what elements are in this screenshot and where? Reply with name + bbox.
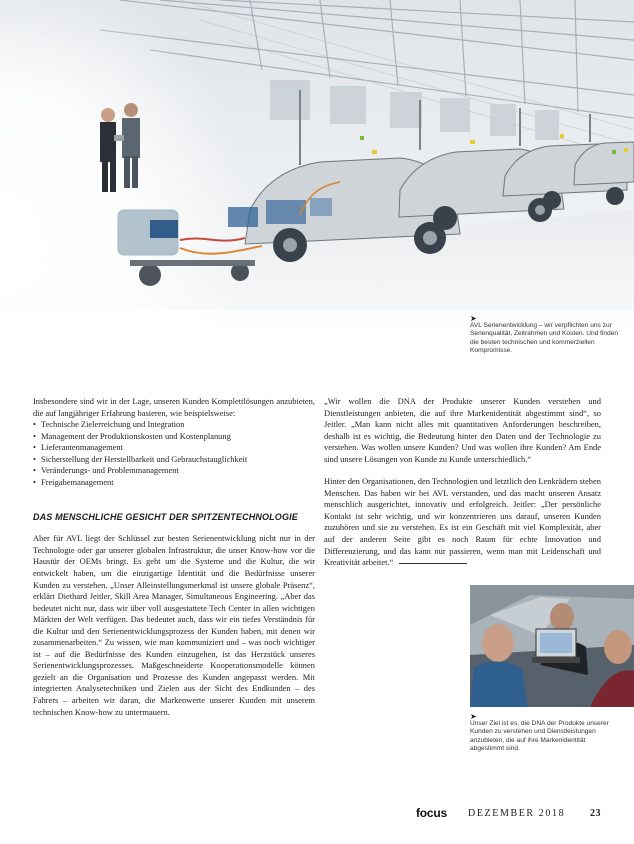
solutions-list: [33, 419, 315, 488]
list-item: • Veränderungs- und Problemmanagement: [33, 465, 315, 477]
end-rule: [399, 563, 467, 564]
closing-paragraph: Hinter den Organisationen, den Technologien und letztlich den Lenkrädern stehen Menschen. Das haben wir bei AVL verstanden, und das macht unseren Ansatz menschlich ausgerichtet, innovativ und erfolgreich. Jeitler: „Der persönliche Kontakt ist sehr wichtig, und wir konzentrieren uns darauf, unseren Kunden zuzuhören und sie zu verstehen. Es ist ein Geschäft mit viel Komplexität, aber auf der anderen Seite gibt es noch Raum für echte Innovation und Differenzierung, und das kann nur passieren, wenn man mit Leidenschaft und Kreativität arbeitet.“: [324, 476, 601, 568]
issue-date: DEZEMBER 2018: [468, 808, 566, 819]
hero-caption: AVL Serienentwicklung – wir verpflichten uns zur Serienqualität, Zeitrahmen und Kosten. Und finden die besten technischen und kommerziellen Kompromisse.: [470, 322, 619, 355]
left-column: [33, 396, 315, 718]
quote-paragraph: „Wir wollen die DNA der Produkte unserer Kunden verstehen und Dienstleistungen anbieten, die auf ihre Markenidentität abgestimmt sind“, so Jeitler. „Man kann nicht alles mit quantitativen Anforderungen beschreiben, deshalb ist es wichtig, die Bedeutung hinter den Daten und der Technologie zu verstehen. Was wollen unsere Kunden? Und was wollen ihre Kunden? Am Ende sind unsere Lösungen von Kunde zu Kunde unterschiedlich.“: [324, 396, 601, 464]
list-item: • Freigabemanagement: [33, 477, 315, 489]
list-item: • Technische Zielerreichung und Integration: [33, 419, 315, 431]
caption-arrow-icon: ➤: [470, 712, 477, 721]
intro-paragraph: Insbesondere sind wir in der Lage, unseren Kunden Komplettlösungen anzubieten, die auf langjähriger Erfahrung basieren, wie beispielsweise:: [33, 396, 315, 418]
caption-arrow-icon: ➤: [470, 314, 477, 323]
section-heading: DAS MENSCHLICHE GESICHT DER SPITZENTECHNOLOGIE: [33, 512, 298, 523]
right-column: [324, 396, 601, 569]
team-photo: [470, 585, 634, 707]
photo-caption: Unser Ziel ist es, die DNA der Produkte unserer Kunden zu verstehen und Dienstleistungen anzubieten, die auf ihre Markenidentität abgestimmt sind.: [470, 720, 609, 753]
magazine-logo: focus: [416, 806, 448, 820]
list-item: • Lieferantenmanagement: [33, 442, 315, 454]
body-paragraph: Aber für AVL liegt der Schlüssel zur besten Serienentwicklung nicht nur in der Technologie oder gar unserer globalen Infrastruktur, die unser Know-how vor die Haustür der OEMs bringt. Es geht um die Systeme und die Kultur, die wir entwickelt haben, um die einzigartige Identität und die Bedürfnisse unserer Kunden zu verstehen. „Unser Alleinstellungsmerkmal ist unsere globale Präsenz“, erklärt Diethard Jeitler, Skill Area Manager, Simultaneous Engineering. „Aber das bedeutet nicht nur, dass wir über voll ausgestattete Tech Center in allen wichtigen Märkten der Welt verfügen. Das bedeutet auch, dass wir ein tiefes Verständnis für die Kultur und den Serienentwicklungsprozess der Kunden haben, mit denen wir zusammenarbeiten.“ Zu wissen, wie man kommuniziert und – was noch wichtiger ist – auf die Bedürfnisse des Kunden einzugehen, ist das Herzstück unseres Serienentwicklungsprozesses. Maßgeschneiderte Kooperationsmodelle können gezielt an die Organisation und Prozesse des Kunden angepasst werden. Mit integrierten Analysetechniken und Zielen aus der Sicht des Endkunden – des Fahrers – arbeiten wir daran, die Markenwerte unserer Kunden mit unserem technischen Know-how zu untermauern.: [33, 533, 315, 717]
page-number: 23: [590, 808, 601, 819]
list-item: • Sicherstellung der Herstellbarkeit und Gebrauchstauglichkeit: [33, 454, 315, 466]
list-item: • Management der Produktionskosten und Kostenplanung: [33, 431, 315, 443]
